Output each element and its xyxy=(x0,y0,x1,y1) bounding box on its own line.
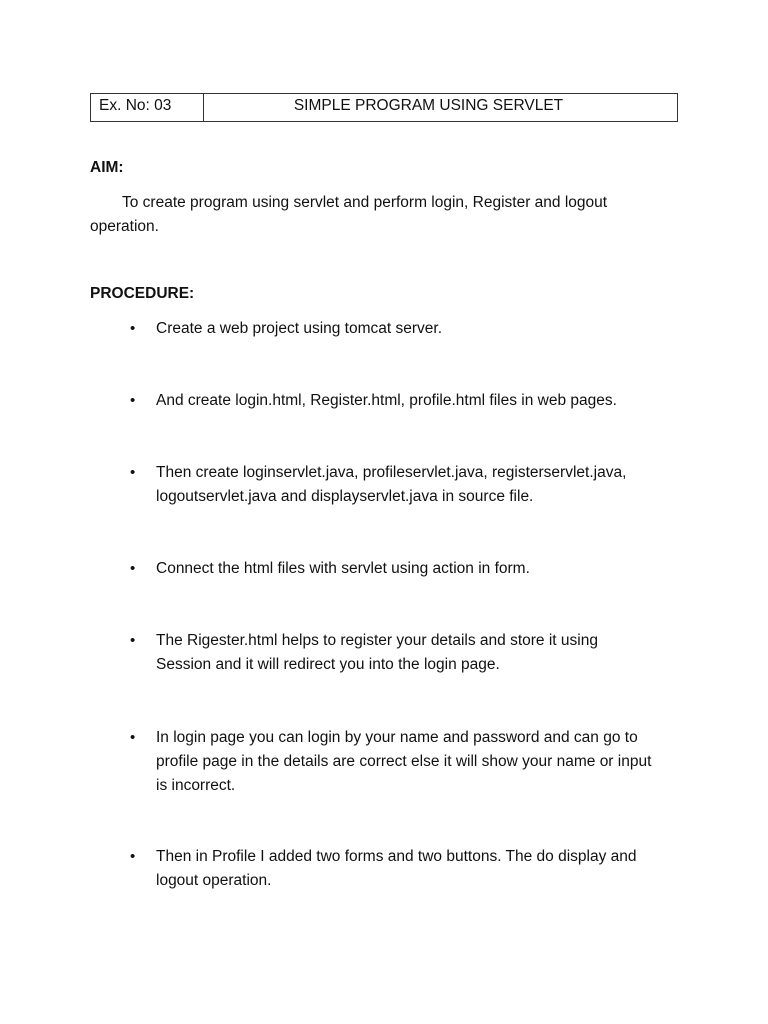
bullet-icon: • xyxy=(130,848,136,865)
bullet-icon: • xyxy=(130,392,136,409)
bullet-icon: • xyxy=(130,464,136,481)
procedure-item xyxy=(130,317,690,341)
procedure-item-text: Then in Profile I added two forms and two buttons. The do display and logout operation. xyxy=(156,848,637,889)
procedure-item xyxy=(130,557,690,581)
aim-heading: AIM: xyxy=(90,159,124,176)
procedure-item-text: Then create loginservlet.java, profileservlet.java, registerservlet.java, logoutservlet.java and displayservlet.java in source file. xyxy=(156,464,627,505)
procedure-item xyxy=(130,726,690,798)
procedure-item-text: And create login.html, Register.html, profile.html files in web pages. xyxy=(156,392,617,409)
bullet-icon: • xyxy=(130,729,136,746)
bullet-icon: • xyxy=(130,560,136,577)
procedure-item-text: The Rigester.html helps to register your details and store it using Session and it will redirect you into the login page. xyxy=(156,632,598,673)
procedure-item-text: In login page you can login by your name and password and can go to profile page in the details are correct else it will show your name or input is incorrect. xyxy=(156,729,652,794)
procedure-item xyxy=(130,629,690,677)
bullet-icon: • xyxy=(130,320,136,337)
procedure-heading: PROCEDURE: xyxy=(90,285,195,302)
exercise-number: Ex. No: 03 xyxy=(91,94,204,121)
bullet-icon: • xyxy=(130,632,136,649)
aim-text: To create program using servlet and perform login, Register and logout operation. xyxy=(90,194,608,235)
procedure-item xyxy=(130,845,690,893)
procedure-item xyxy=(130,389,690,413)
procedure-item-text: Create a web project using tomcat server. xyxy=(156,320,443,337)
procedure-item-text: Connect the html files with servlet using action in form. xyxy=(156,560,530,577)
exercise-header-table xyxy=(90,93,678,122)
procedure-item xyxy=(130,461,690,509)
exercise-title: SIMPLE PROGRAM USING SERVLET xyxy=(293,97,564,114)
